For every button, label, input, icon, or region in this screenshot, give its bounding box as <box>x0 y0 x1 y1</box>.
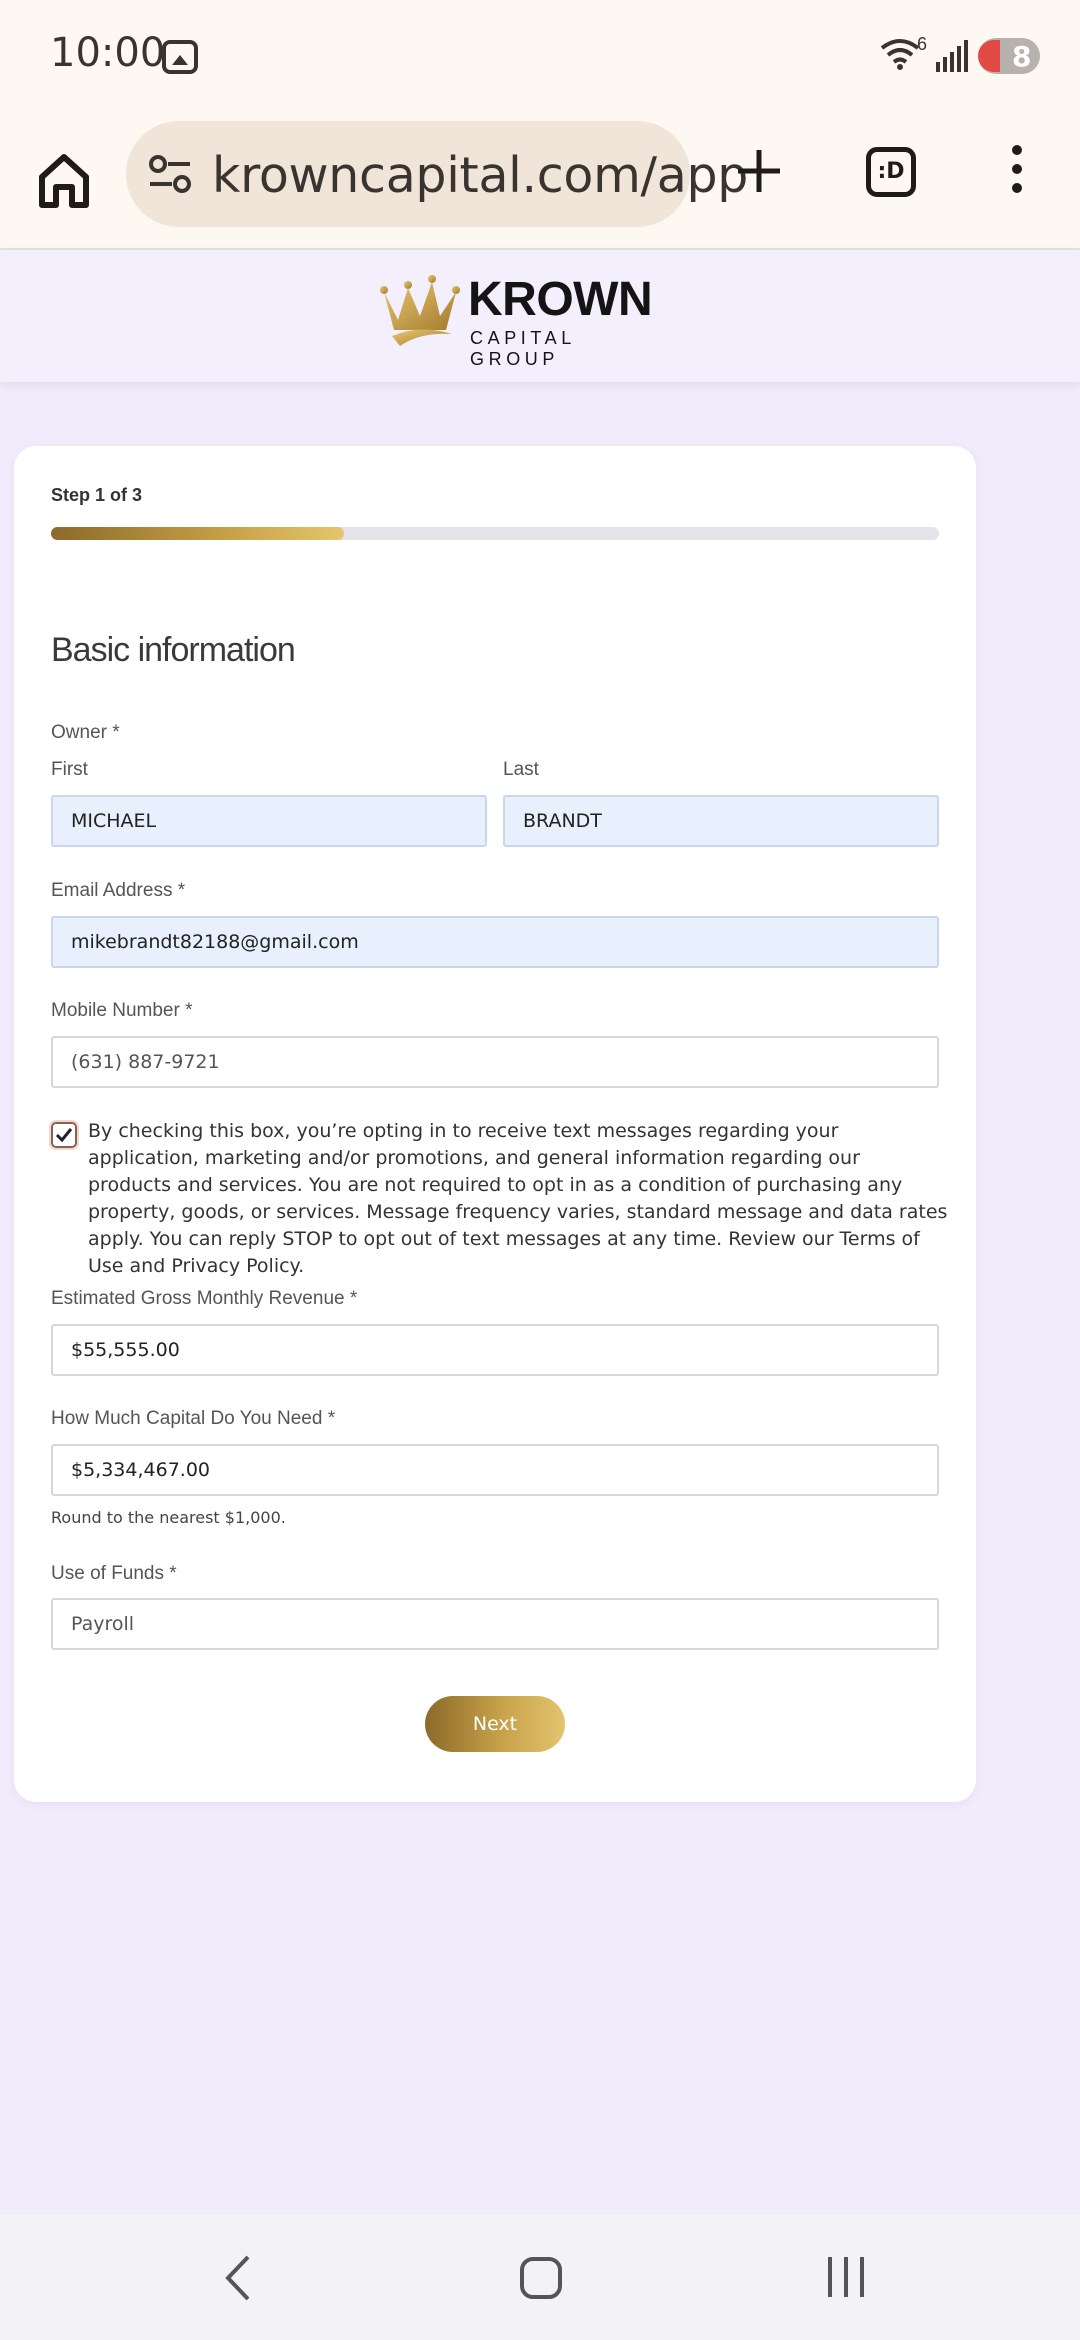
battery-level: 8 <box>1012 40 1032 73</box>
required-mark: * <box>112 722 120 743</box>
menu-dot <box>1012 183 1022 193</box>
mobile-label <box>51 1000 193 1022</box>
status-time: 10:00 <box>50 30 166 76</box>
battery-saver-icon <box>978 38 1040 74</box>
checkmark-icon <box>55 1126 73 1144</box>
browser-toolbar <box>0 115 1080 250</box>
wifi-badge: 6 <box>917 34 928 54</box>
site-header <box>0 250 1080 382</box>
capital-input[interactable]: $5,334,467.00 <box>51 1444 939 1496</box>
progress-fill <box>51 527 344 540</box>
crown-icon <box>380 274 460 350</box>
owner-label <box>51 722 120 744</box>
required-mark: * <box>185 1000 193 1021</box>
home-outline-icon[interactable] <box>520 2257 562 2299</box>
email-input[interactable]: mikebrandt82188@gmail.com <box>51 916 939 968</box>
menu-dot <box>1012 145 1022 155</box>
required-mark: * <box>177 880 186 901</box>
sms-consent-checkbox[interactable] <box>51 1122 77 1148</box>
owner-label-text: Owner <box>51 722 107 743</box>
recents-icon[interactable] <box>826 2255 866 2299</box>
url-bar[interactable] <box>126 121 749 227</box>
required-mark: * <box>327 1408 336 1429</box>
capital-label-text: How Much Capital Do You Need <box>51 1408 323 1429</box>
revenue-label-text: Estimated Gross Monthly Revenue <box>51 1288 345 1309</box>
email-label <box>51 880 185 902</box>
application-form-card <box>14 446 976 1802</box>
capital-hint: Round to the nearest $1,000. <box>51 1508 286 1527</box>
system-nav-bar <box>0 2215 1080 2340</box>
revenue-label <box>51 1288 357 1310</box>
mobile-label-text: Mobile Number <box>51 1000 180 1021</box>
mobile-input[interactable]: (631) 887-9721 <box>51 1036 939 1088</box>
tune-icon[interactable] <box>148 154 192 194</box>
revenue-input[interactable]: $55,555.00 <box>51 1324 939 1376</box>
progress-bar <box>51 527 939 540</box>
tab-switcher-icon[interactable]: :D <box>866 147 916 197</box>
first-name-input[interactable]: MICHAEL <box>51 795 487 847</box>
use-of-funds-label-text: Use of Funds <box>51 1563 164 1584</box>
url-text[interactable]: krowncapital.com/app <box>212 147 749 204</box>
wifi-icon <box>880 38 920 70</box>
email-label-text: Email Address <box>51 880 173 901</box>
last-name-label: Last <box>503 759 539 780</box>
battery-dot <box>978 40 1000 72</box>
section-title: Basic information <box>51 631 295 669</box>
use-of-funds-select[interactable]: Payroll <box>51 1598 939 1650</box>
capital-label <box>51 1408 335 1430</box>
back-icon[interactable] <box>222 2253 252 2303</box>
plus-icon[interactable] <box>736 148 782 194</box>
more-vert-icon[interactable] <box>1005 145 1029 201</box>
krown-logo[interactable] <box>380 272 653 369</box>
first-name-label: First <box>51 759 88 780</box>
required-mark: * <box>349 1288 358 1309</box>
step-label: Step 1 of 3 <box>51 485 143 505</box>
logo-word: KROWN <box>468 273 653 326</box>
use-of-funds-label <box>51 1563 177 1585</box>
screenshot-icon <box>162 40 198 74</box>
sms-consent-text: By checking this box, you’re opting in to receive text messages regarding your application, marketing and/or promotions, and general information regarding our products and services. You are not required to opt in as a condition of purchasing any property, goods, or services. Message frequency varies, standard message and data rates apply. You can reply STOP to opt out of text messages at any time. Review our Terms of Use and Privacy Policy. <box>88 1120 948 1277</box>
required-mark: * <box>169 1563 177 1584</box>
status-bar <box>0 0 1080 115</box>
next-button[interactable]: Next <box>425 1696 565 1752</box>
menu-dot <box>1012 164 1022 174</box>
logo-subtitle: CAPITAL GROUP <box>470 328 576 369</box>
last-name-input[interactable]: BRANDT <box>503 795 939 847</box>
home-icon[interactable] <box>36 151 92 211</box>
signal-icon <box>936 40 970 72</box>
